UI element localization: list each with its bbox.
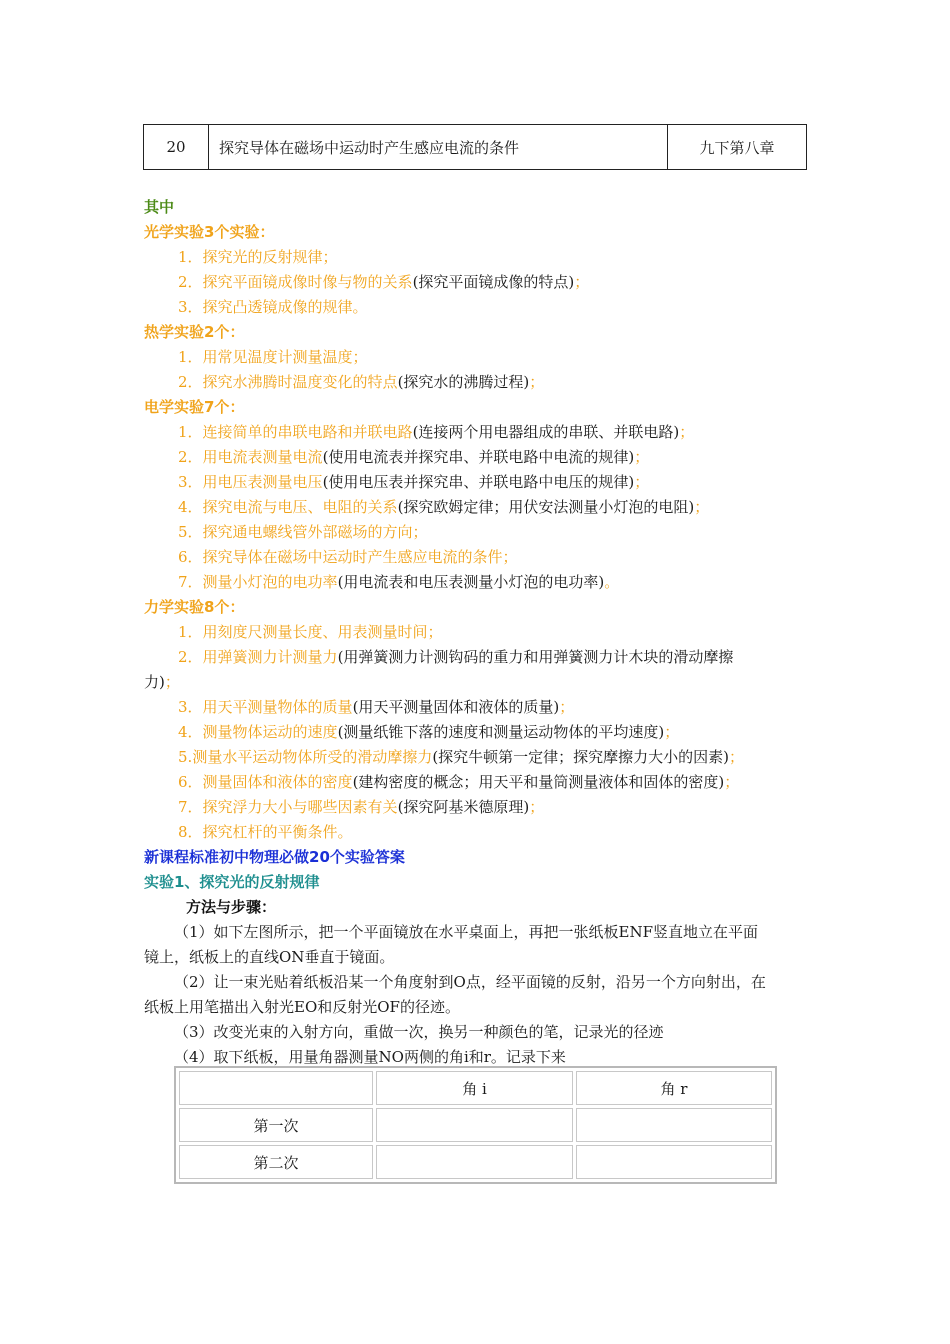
list-item: 1．用常见温度计测量温度； [178,348,368,366]
table-row [144,125,807,170]
step-3: （3）改变光束的入射方向，重做一次，换另一种颜色的笔，记录光的径迹 [174,1023,664,1041]
list-item: 7．探究浮力大小与哪些因素有关(探究阿基米德原理)； [178,798,545,816]
table-row [179,1145,772,1179]
list-item: 8．探究杠杆的平衡条件。 [178,823,353,841]
cell-angle-i [376,1145,573,1179]
list-item: 2．探究水沸腾时温度变化的特点(探究水的沸腾过程)； [178,373,545,391]
list-item: 3．探究凸透镜成像的规律。 [178,298,368,316]
list-item: 5．探究通电螺线管外部磁场的方向； [178,523,428,541]
header-cell-blank [179,1071,373,1105]
list-item: 4．探究电流与电压、电阻的关系(探究欧姆定律；用伏安法测量小灯泡的电阻)； [178,498,710,516]
list-item: 2．用弹簧测力计测量力(用弹簧测力计测钩码的重力和用弹簧测力计木块的滑动摩擦 [178,648,734,666]
list-item: 6．测量固体和液体的密度(建构密度的概念；用天平和量筒测量液体和固体的密度)； [178,773,740,791]
list-item: 1．探究光的反射规律； [178,248,338,266]
experiment-1-title: 实验1、探究光的反射规律 [144,873,320,891]
table-header-row [179,1071,772,1105]
step-1-line-1: （1）如下左图所示，把一个平面镜放在水平桌面上，再把一张纸板ENF竖直地立在平面 [174,923,759,941]
list-item: 2．探究平面镜成像时像与物的关系(探究平面镜成像的特点)； [178,273,590,291]
answers-title: 新课程标准初中物理必做20个实验答案 [144,848,405,866]
heat-heading: 热学实验2个： [144,323,245,341]
list-item: 1．用刻度尺测量长度、用表测量时间； [178,623,443,641]
angle-record-table [174,1066,777,1184]
mechanics-heading: 力学实验8个： [144,598,245,616]
list-item: 1．连接简单的串联电路和并联电路(连接两个用电器组成的串联、并联电路)； [178,423,695,441]
step-1-line-2: 镜上，纸板上的直线ON垂直于镜面。 [144,948,395,966]
table-row [179,1108,772,1142]
cell-angle-i [376,1108,573,1142]
list-item-continuation: 力)； [144,673,180,691]
step-4: （4）取下纸板，用量角器测量NO两侧的角i和r。记录下来 [174,1048,566,1066]
intro-label: 其中 [144,198,175,216]
list-item: 2．用电流表测量电流(使用电流表并探究串、并联电路中电流的规律)； [178,448,650,466]
row-label: 第二次 [179,1145,373,1179]
cell-angle-r [576,1108,772,1142]
list-item: 7．测量小灯泡的电功率(用电流表和电压表测量小灯泡的电功率)。 [178,573,620,591]
list-item: 3．用天平测量物体的质量(用天平测量固体和液体的质量)； [178,698,575,716]
header-cell-angle-i: 角 i [376,1071,573,1105]
list-item: 5.测量水平运动物体所受的滑动摩擦力(探究牛顿第一定律；探究摩擦力大小的因素)； [178,748,745,766]
list-item: 4．测量物体运动的速度(测量纸锥下落的速度和测量运动物体的平均速度)； [178,723,680,741]
method-label: 方法与步骤： [186,898,277,916]
row-title: 探究导体在磁场中运动时产生感应电流的条件 [209,125,668,170]
electric-heading: 电学实验7个： [144,398,245,416]
row-number: 20 [144,125,209,170]
list-item: 3．用电压表测量电压(使用电压表并探究串、并联电路中电压的规律)； [178,473,650,491]
experiment-list-row-table [143,124,807,170]
list-item: 6．探究导体在磁场中运动时产生感应电流的条件； [178,548,518,566]
step-2-line-2: 纸板上用笔描出入射光EO和反射光OF的径迹。 [144,998,460,1016]
row-label: 第一次 [179,1108,373,1142]
step-2-line-1: （2）让一束光贴着纸板沿某一个角度射到O点，经平面镜的反射，沿另一个方向射出，在 [174,973,766,991]
header-cell-angle-r: 角 r [576,1071,772,1105]
optics-heading: 光学实验3个实验： [144,223,275,241]
row-chapter: 九下第八章 [668,125,807,170]
cell-angle-r [576,1145,772,1179]
